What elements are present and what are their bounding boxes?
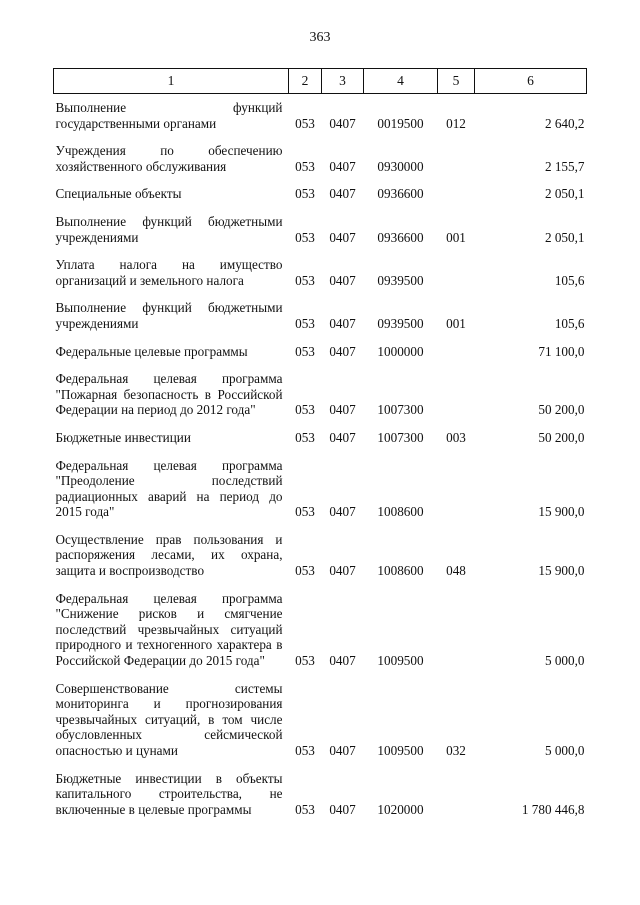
row-code-2: 053 xyxy=(295,801,315,817)
row-code-3: 0407 xyxy=(329,563,356,579)
table-row xyxy=(54,759,587,818)
row-code-4: 1007300 xyxy=(377,402,424,418)
row-code-3: 0407 xyxy=(329,343,356,359)
row-code-4: 1000000 xyxy=(377,343,424,359)
row-code-2: 053 xyxy=(295,186,315,202)
header-col-5: 5 xyxy=(438,69,475,94)
row-code-5: 048 xyxy=(446,563,466,579)
table-row xyxy=(54,520,587,579)
row-description: Совершенствование системы мониторинга и прогнозирования чрезвычайных ситуаций, в том числе обусловленных сейсмической опасностью и цунами xyxy=(55,680,283,758)
row-code-4: 0930000 xyxy=(377,158,424,174)
row-code-5 xyxy=(438,759,475,818)
row-amount: 105,6 xyxy=(554,315,585,331)
row-code-3: 0407 xyxy=(329,653,356,669)
row-code-4: 0936600 xyxy=(377,186,424,202)
table-row xyxy=(54,332,587,360)
row-code-2: 053 xyxy=(295,272,315,288)
table-row xyxy=(54,418,587,446)
row-code-4: 1009500 xyxy=(377,743,424,758)
row-amount: 5 000,0 xyxy=(544,653,585,669)
page-number: 363 xyxy=(309,30,331,45)
row-code-4: 1008600 xyxy=(377,563,424,579)
row-code-4: 1007300 xyxy=(377,429,424,445)
row-code-3: 0407 xyxy=(329,402,356,418)
row-code-3: 0407 xyxy=(329,429,356,445)
row-code-4: 0019500 xyxy=(377,115,424,131)
row-description: Федеральная целевая программа "Преодоление последствий радиационных аварий на период до 2015 года" xyxy=(55,457,283,520)
table-row xyxy=(54,131,587,174)
table-row xyxy=(54,245,587,288)
row-amount: 50 200,0 xyxy=(538,402,585,418)
row-code-3: 0407 xyxy=(329,743,356,758)
row-description: Специальные объекты xyxy=(55,186,182,202)
row-description: Бюджетные инвестиции xyxy=(55,429,191,445)
row-code-5 xyxy=(438,245,475,288)
row-amount: 2 050,1 xyxy=(544,186,585,202)
row-code-3: 0407 xyxy=(329,801,356,817)
row-code-4: 1009500 xyxy=(377,653,424,669)
row-description: Уплата налога на имущество организаций и земельного налога xyxy=(55,257,283,288)
row-code-2: 053 xyxy=(295,115,315,131)
row-code-5 xyxy=(438,174,475,202)
row-description: Выполнение функций бюджетными учреждениями xyxy=(55,213,283,245)
row-amount: 2 050,1 xyxy=(544,229,585,245)
row-code-3: 0407 xyxy=(329,315,356,331)
row-code-2: 053 xyxy=(295,343,315,359)
row-code-5: 012 xyxy=(446,115,466,131)
table-body xyxy=(54,94,587,818)
table-row xyxy=(54,94,587,132)
row-code-5 xyxy=(438,332,475,360)
row-code-5 xyxy=(438,131,475,174)
table-row xyxy=(54,446,587,520)
row-code-4: 0939500 xyxy=(377,272,424,288)
row-description: Федеральные целевые программы xyxy=(55,343,248,359)
row-code-2: 053 xyxy=(295,158,315,174)
row-amount: 15 900,0 xyxy=(538,563,585,579)
header-row xyxy=(54,69,587,94)
budget-table xyxy=(53,68,587,817)
row-code-2: 053 xyxy=(295,229,315,245)
row-code-3: 0407 xyxy=(329,115,356,131)
row-code-3: 0407 xyxy=(329,186,356,202)
header-col-1: 1 xyxy=(54,69,289,94)
row-amount: 1 780 446,8 xyxy=(521,801,585,817)
table-row xyxy=(54,359,587,418)
table-row xyxy=(54,202,587,245)
row-code-5: 003 xyxy=(446,429,466,445)
row-code-3: 0407 xyxy=(329,272,356,288)
row-amount: 15 900,0 xyxy=(538,504,585,520)
row-description: Выполнение функций государственными органами xyxy=(55,100,283,131)
row-amount: 50 200,0 xyxy=(538,429,585,445)
row-description: Федеральная целевая программа "Снижение рисков и смягчение последствий чрезвычайных ситуаций природного и техногенного характера в Российской Федерации до 2015 года" xyxy=(55,590,283,669)
row-code-2: 053 xyxy=(295,653,315,669)
row-code-5 xyxy=(438,359,475,418)
row-code-4: 1020000 xyxy=(377,801,424,817)
table-row xyxy=(54,669,587,759)
row-code-3: 0407 xyxy=(329,504,356,520)
row-code-5: 001 xyxy=(446,315,466,331)
row-code-4: 0939500 xyxy=(377,315,424,331)
table-row xyxy=(54,174,587,202)
row-amount: 5 000,0 xyxy=(544,743,585,758)
header-col-2: 2 xyxy=(289,69,322,94)
header-col-6: 6 xyxy=(475,69,587,94)
row-code-2: 053 xyxy=(295,402,315,418)
row-code-5 xyxy=(438,446,475,520)
row-code-5 xyxy=(438,579,475,669)
row-amount: 2 155,7 xyxy=(544,158,585,174)
table-row xyxy=(54,579,587,669)
row-amount: 2 640,2 xyxy=(544,115,585,131)
row-description: Учреждения по обеспечению хозяйственного обслуживания xyxy=(55,143,283,174)
row-description: Бюджетные инвестиции в объекты капитального строительства, не включенные в целевые программы xyxy=(55,770,283,817)
table-row xyxy=(54,288,587,331)
row-amount: 71 100,0 xyxy=(538,343,585,359)
row-code-5: 001 xyxy=(446,229,466,245)
row-code-2: 053 xyxy=(295,315,315,331)
row-code-5: 032 xyxy=(446,743,466,758)
row-description: Осуществление прав пользования и распоряжения лесами, их охрана, защита и воспроизводство xyxy=(55,531,283,579)
row-code-4: 1008600 xyxy=(377,504,424,520)
header-col-4: 4 xyxy=(364,69,438,94)
row-amount: 105,6 xyxy=(554,272,585,288)
row-code-2: 053 xyxy=(295,743,315,758)
row-description: Выполнение функций бюджетными учреждениями xyxy=(55,300,283,331)
row-description: Федеральная целевая программа "Пожарная безопасность в Российской Федерации на период до 2012 года" xyxy=(55,371,283,418)
row-code-2: 053 xyxy=(295,563,315,579)
row-code-4: 0936600 xyxy=(377,229,424,245)
row-code-2: 053 xyxy=(295,429,315,445)
header-col-3: 3 xyxy=(322,69,364,94)
row-code-2: 053 xyxy=(295,504,315,520)
row-code-3: 0407 xyxy=(329,229,356,245)
row-code-3: 0407 xyxy=(329,158,356,174)
